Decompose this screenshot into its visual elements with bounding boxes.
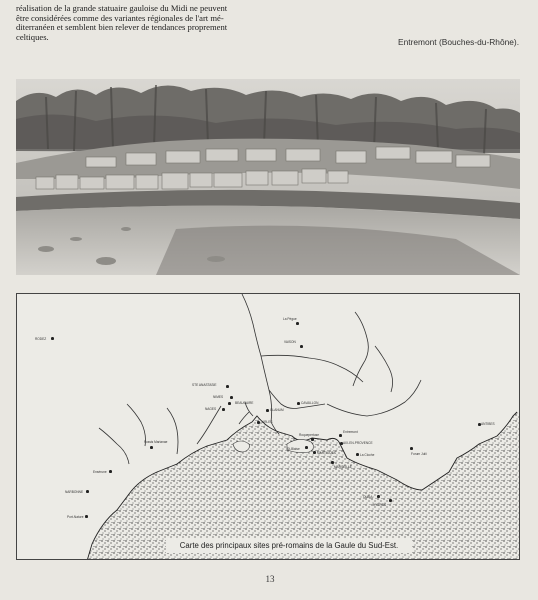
site-label: OLBIA	[363, 495, 373, 499]
site-label: ARLES	[262, 420, 273, 424]
site-marker	[356, 453, 359, 456]
site-label: AIX-EN-PROVENCE	[343, 441, 373, 445]
site-marker	[311, 438, 314, 441]
site-marker	[331, 461, 334, 464]
site-label: Ensérune	[93, 470, 107, 474]
body-paragraph	[16, 4, 266, 42]
site-marker	[377, 495, 380, 498]
site-marker	[228, 402, 231, 405]
site-label: NARBONNE	[65, 490, 84, 494]
site-marker	[109, 470, 112, 473]
site-label: HYERES	[373, 503, 387, 507]
site-marker	[230, 396, 233, 399]
site-label: ANTIBES	[481, 422, 495, 426]
site-marker	[305, 446, 308, 449]
site-marker	[389, 499, 392, 502]
site-label: Fossis Marianae	[144, 440, 168, 444]
map-caption: Carte des principaux sites pré-romains de la Gaule du Sud-Est.	[166, 538, 412, 553]
site-marker	[222, 408, 225, 411]
site-label: NAGES	[205, 407, 217, 411]
entremont-photo	[16, 79, 520, 275]
site-marker	[150, 446, 153, 449]
site-label: MARSEILLE	[334, 465, 352, 469]
site-label: STE ANASTASIE	[192, 383, 217, 387]
site-label: Forum Julii	[411, 452, 427, 456]
site-marker	[85, 515, 88, 518]
map-figure	[16, 293, 520, 560]
map-illustration	[17, 294, 520, 560]
site-marker	[226, 385, 229, 388]
site-label: VAISON	[284, 340, 296, 344]
site-label: La Cloche	[360, 453, 375, 457]
site-label: GLANUM	[270, 408, 284, 412]
site-marker	[313, 451, 316, 454]
site-label: CAVAILLON	[301, 401, 319, 405]
photo-caption: Entremont (Bouches-du-Rhône).	[398, 37, 520, 47]
body-line: diterranéen et semblent bien relever de tendances proprement	[16, 22, 228, 33]
site-label: NIMES	[213, 395, 224, 399]
site-marker	[297, 402, 300, 405]
site-label: St-Blaise	[287, 447, 300, 451]
site-label: Entremont	[343, 430, 358, 434]
body-line: réalisation de la grande statuaire gauloise du Midi ne peuvent	[16, 3, 228, 13]
site-label: BEAUCAIRE	[235, 401, 254, 405]
site-marker	[339, 434, 342, 437]
body-line: être considérées comme des variantes régionales de l'art mé-	[16, 12, 224, 23]
site-marker	[296, 322, 299, 325]
site-marker	[266, 409, 269, 412]
site-label: La Pègue	[283, 317, 297, 321]
site-label: Roquepertuse	[299, 433, 320, 437]
site-marker	[86, 490, 89, 493]
body-line: celtiques.	[16, 31, 49, 42]
site-marker	[51, 337, 54, 340]
site-marker	[300, 345, 303, 348]
site-marker	[257, 421, 260, 424]
site-label: RODEZ	[35, 337, 47, 341]
photo-illustration	[16, 79, 520, 275]
site-marker	[410, 447, 413, 450]
site-label: Port-Nature	[67, 515, 84, 519]
site-label: MARTIGUES	[317, 451, 336, 455]
page-number: 13	[265, 574, 275, 584]
